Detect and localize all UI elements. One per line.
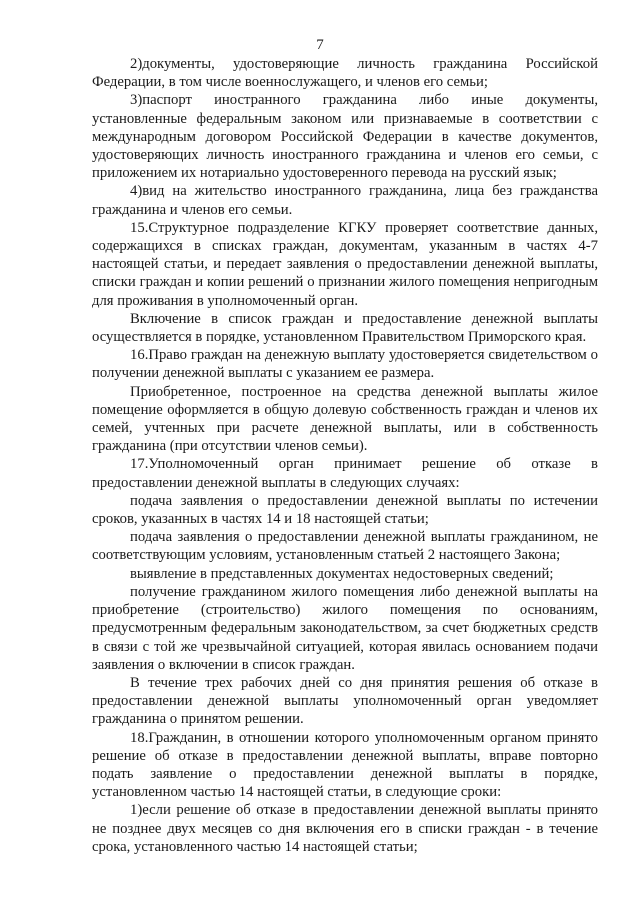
paragraph: подача заявления о предоставлении денежной выплаты гражданином, не соответствующим условиям, установленным статьей 2 настоящего Закона; (92, 529, 598, 564)
paragraph: Включение в список граждан и предоставление денежной выплаты осуществляется в порядке, установленном Правительством Приморского края. (92, 310, 598, 346)
paragraph: В течение трех рабочих дней со дня принятия решения об отказе в предоставлении денежной выплаты уполномоченный орган уведомляет гражданина о принятом решении. (92, 674, 598, 728)
paragraph: 15.Структурное подразделение КГКУ проверяет соответствие данных, содержащихся в списках граждан, документам, указанным в частях 4-7 настоящей статьи, и передает заявления о предоставлении денежной выплаты, списки граждан и копии решений о признании жилого помещения непригодным для проживания в уполномоченный орган. (92, 219, 598, 309)
paragraph: выявление в представленных документах недостоверных сведений; (130, 565, 554, 582)
paragraph: 3)паспорт иностранного гражданина либо иные документы, установленные федеральным законом или признаваемые в соответствии с международным договором Российской Федерации в качестве документов, удостоверяющих личность иностранного гражданина и членов его семьи, с приложением их нотариально удостоверенного перевода на русский язык; (92, 92, 598, 182)
paragraph: 2)документы, удостоверяющие личность гражданина Российской Федерации, в том числе военнослужащего, и членов его семьи; (92, 56, 598, 91)
paragraph: Приобретенное, построенное на средства денежной выплаты жилое помещение оформляется в общую долевую собственность граждан и членов их семей, учтенных при расчете денежной выплаты, или в собственность гражданина (при отсутствии членов семьи). (92, 383, 598, 455)
paragraph: получение гражданином жилого помещения либо денежной выплаты на приобретение (строительство) жилого помещения по основаниям, предусмотренным федеральным законодательством, за счет бюджетных средств в связи с той же чрезвычайной ситуацией, которая явилась основанием подачи заявления о включении в список граждан. (92, 583, 598, 673)
page-number: 7 (316, 37, 324, 53)
document-body (92, 55, 598, 856)
paragraph: подача заявления о предоставлении денежной выплаты по истечении сроков, указанных в частях 14 и 18 настоящей статьи; (92, 492, 598, 528)
paragraph: 16.Право граждан на денежную выплату удостоверяется свидетельством о получении денежной выплаты с указанием ее размера. (92, 347, 598, 382)
paragraph: 4)вид на жительство иностранного гражданина, лица без гражданства гражданина и членов его семьи. (92, 183, 598, 218)
paragraph: 1)если решение об отказе в предоставлении денежной выплаты принято не позднее двух месяцев со дня включения его в списки граждан - в течение срока, установленного частью 14 настоящей статьи; (92, 802, 598, 855)
paragraph: 17.Уполномоченный орган принимает решение об отказе в предоставлении денежной выплаты в следующих случаях: (92, 456, 598, 491)
paragraph: 18.Гражданин, в отношении которого уполномоченным органом принято решение об отказе в предоставлении денежной выплаты, вправе повторно подать заявление о предоставлении денежной выплаты в порядке, установленном частью 14 настоящей статьи, в следующие сроки: (92, 729, 598, 801)
